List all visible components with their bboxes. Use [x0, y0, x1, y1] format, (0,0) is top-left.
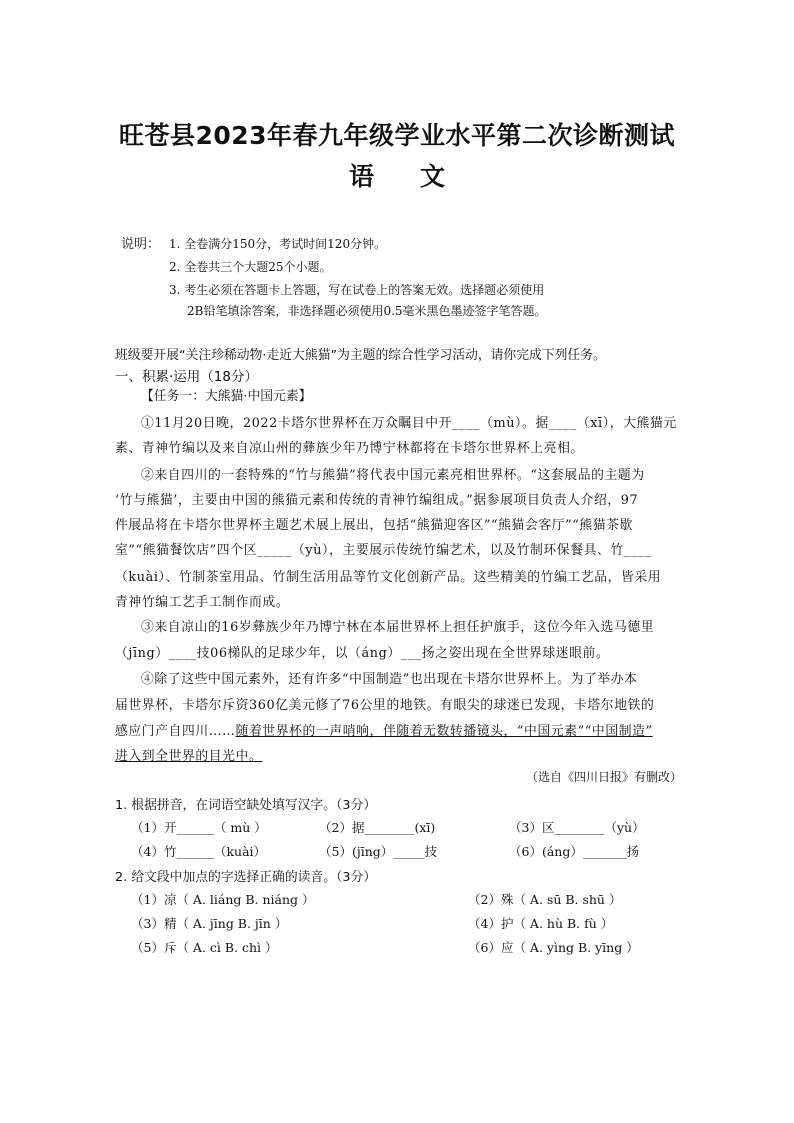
question-1-stem: 1. 根据拼音，在词语空缺处填写汉字。（3分）	[115, 798, 377, 813]
question-1-item: （1）开______（ mù ）	[131, 820, 267, 835]
notes-label: 说明：	[121, 237, 161, 252]
passage-line: 室”“熊猫餐饮店”四个区_____（yù），主要展示传统竹编艺术，以及竹制环保餐具、竹____	[115, 543, 652, 558]
section-heading: 一、积累·运用（18分）	[115, 369, 258, 385]
task-heading: 【任务一：大熊猫·中国元素】	[141, 389, 312, 404]
question-2-item: （5）斥（ A. cì B. chì ）	[131, 940, 278, 955]
question-2-item: （6）应（ A. yìng B. yīng ）	[468, 940, 639, 955]
question-1-item: （3）区________（yù）	[509, 820, 645, 835]
passage-text: 感应门产自四川……	[115, 724, 236, 739]
passage-line: 件展品将在卡塔尔世界杯主题艺术展上展出，包括“熊猫迎客区”“熊猫会客厅”“熊猫茶歇	[115, 518, 633, 533]
passage-line: ③来自凉山的16岁彝族少年乃博宁林在本届世界杯上担任护旗手，这位今年入选马德里	[141, 620, 655, 635]
passage-line: ‘竹与熊猫’，主要由中国的熊猫元素和传统的青神竹编组成。”据参展项目负责人介绍，97	[115, 493, 639, 508]
note-item-3-continued: 2B铅笔填涂答案，非选择题必须使用0.5毫米黑色墨迹签字笔答题。	[187, 304, 547, 318]
passage-line: ②来自四川的一套特殊的“竹与熊猫”将代表中国元素亮相世界杯。“这套展品的主题为	[141, 468, 645, 483]
passage-line: 青神竹编工艺手工制作而成。	[115, 595, 290, 610]
passage-line	[115, 720, 681, 739]
question-1-item: （2）据________(xī)	[319, 820, 436, 835]
subject-title: 语文	[348, 162, 491, 191]
passage-line: ①11月20日晚，2022卡塔尔世界杯在万众瞩目中开____（mù）。据____（xī），大熊猫元	[141, 416, 677, 431]
question-2-stem: 2. 给文段中加点的字选择正确的读音。（3分）	[115, 870, 377, 885]
question-2-item: （1）凉（ A. liáng B. niáng ）	[131, 892, 315, 907]
passage-line: ④除了这些中国元素外，还有许多“中国制造”也出现在卡塔尔世界杯上。为了举办本	[141, 672, 638, 687]
note-item-2: 2. 全卷共三个大题25个小题。	[169, 260, 332, 274]
question-2-item: （2）殊（ A. sū B. shū ）	[468, 892, 622, 907]
passage-line: 届世界杯，卡塔尔斥资360亿美元修了76公里的地铁。有眼尖的球迷已发现，卡塔尔地铁的	[115, 698, 655, 713]
question-1-item: （4）竹______（kuài）	[131, 844, 267, 859]
passage-line: （kuài）、竹制茶室用品、竹制生活用品等竹文化创新产品。这些精美的竹编工艺品，皆采用	[115, 570, 662, 585]
question-2-item: （4）护（ A. hù B. fù ）	[468, 916, 614, 931]
activity-intro: 班级要开展“关注珍稀动物·走近大熊猫”为主题的综合性学习活动，请你完成下列任务。	[115, 348, 606, 363]
passage-line: （jīng）____技06梯队的足球少年，以（áng）___扬之姿出现在全世界球迷眼前。	[115, 646, 610, 661]
note-item-3: 3. 考生必须在答题卡上答题，写在试卷上的答案无效。选择题必须使用	[169, 283, 545, 297]
passage-line: 素、青神竹编以及来自凉山州的彝族少年乃博宁林都将在卡塔尔世界杯上亮相。	[115, 441, 584, 456]
passage-source: （选自《四川日报》有删改）	[525, 770, 682, 784]
underlined-sentence: 进入到全世界的目光中。	[115, 749, 263, 764]
note-item-1: 1. 全卷满分150分，考试时间120分钟。	[169, 237, 387, 251]
exam-title: 旺苍县2023年春九年级学业水平第二次诊断测试	[118, 121, 676, 150]
question-1-item: （5）(jīng）_____技	[319, 844, 438, 859]
question-1-item: （6）(áng）_______扬	[509, 844, 640, 859]
underlined-sentence: 随着世界杯的一声哨响，伴随着无数转播镜头，“中国元素”“中国制造”	[235, 724, 653, 739]
question-2-item: （3）精（ A. jīng B. jīn ）	[131, 916, 288, 931]
